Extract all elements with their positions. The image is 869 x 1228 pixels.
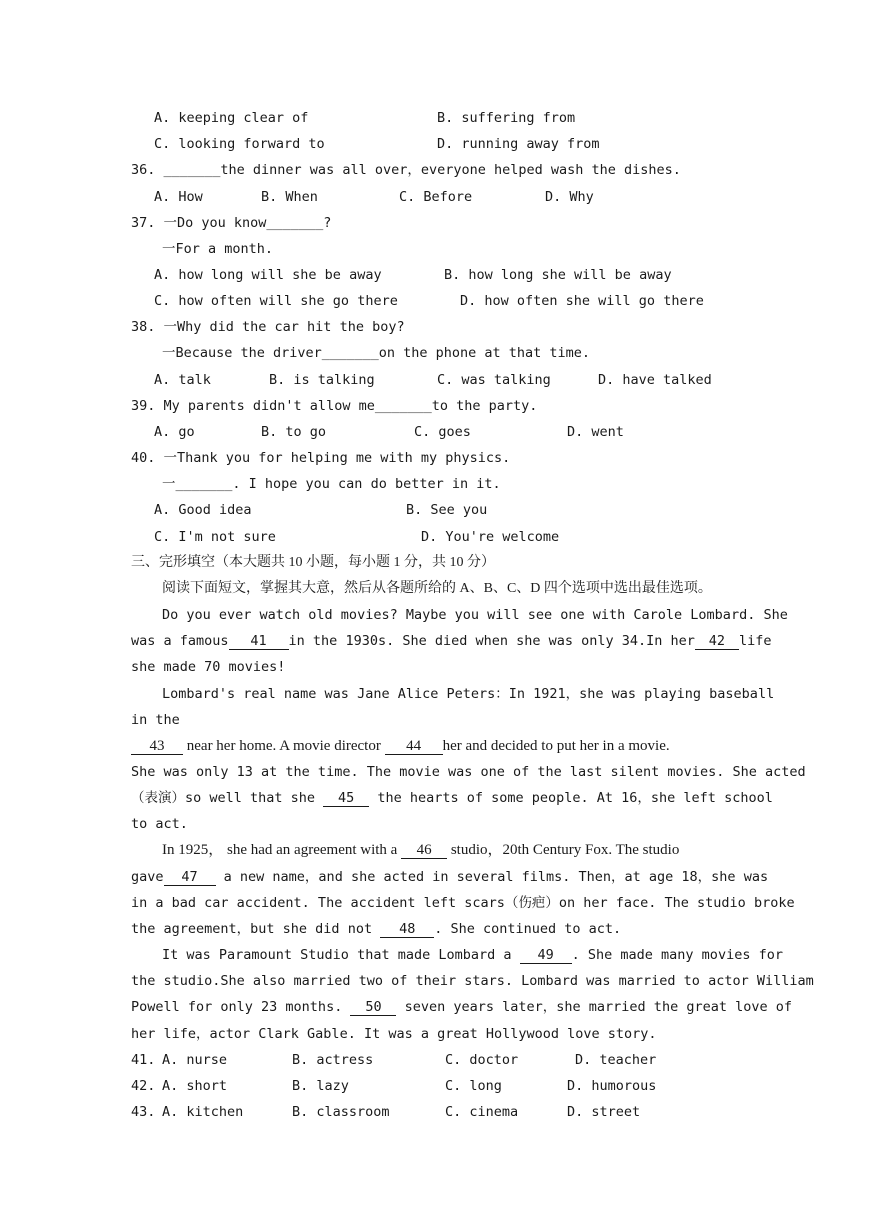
passage-line: to act.: [131, 816, 188, 832]
blank-48: 48: [380, 921, 434, 938]
q42-option-a: A. short: [162, 1078, 228, 1094]
q43-option-b: B. classroom: [292, 1104, 390, 1120]
q39-option-b: B. to go: [261, 424, 327, 440]
q40-option-a: A. Good idea: [154, 502, 252, 518]
section-heading: 三、完形填空（本大题共 10 小题，每小题 1 分，共 10 分）: [131, 555, 495, 570]
blank-42: 42: [695, 633, 739, 650]
q36-option-b: B. When: [261, 189, 318, 205]
q43-number: 43.: [131, 1104, 156, 1120]
passage-line: her life，actor Clark Gable. It was a great Hollywood love story.: [131, 1026, 657, 1042]
passage-line: in the: [131, 712, 180, 728]
blank-43: 43: [131, 738, 183, 755]
q37-option-c: C. how often will she go there: [154, 293, 398, 309]
passage-line: In 1925， she had an agreement with a 46 studio，20th Century Fox. The studio: [162, 842, 680, 858]
q40-question: 40. 一Thank you for helping me with my physics.: [131, 450, 511, 466]
q36-option-c: C. Before: [399, 189, 473, 205]
passage-line: the agreement，but she did not 48 . She continued to act.: [131, 921, 622, 937]
q38-option-d: D. have talked: [598, 372, 712, 388]
passage-line: （表演）so well that she 45 the hearts of some people. At 16，she left school: [131, 790, 773, 806]
q38-option-b: B. is talking: [269, 372, 375, 388]
q37-option-b: B. how long she will be away: [444, 267, 672, 283]
q43-option-c: C. cinema: [445, 1104, 519, 1120]
passage-line: She was only 13 at the time. The movie was one of the last silent movies. She acted: [131, 764, 806, 780]
q41-option-b: B. actress: [292, 1052, 374, 1068]
blank-45: 45: [323, 790, 369, 807]
q41-number: 41.: [131, 1052, 156, 1068]
q39-option-a: A. go: [154, 424, 195, 440]
q42-option-c: C. long: [445, 1078, 502, 1094]
q42-number: 42.: [131, 1078, 156, 1094]
blank-41: 41: [229, 633, 289, 650]
q43-option-a: A. kitchen: [162, 1104, 244, 1120]
q40-option-d: D. You're welcome: [421, 529, 560, 545]
passage-line: It was Paramount Studio that made Lombard a 49 . She made many movies for: [162, 947, 783, 963]
section-instruction: 阅读下面短文，掌握其大意，然后从各题所给的 A、B、C、D 四个选项中选出最佳选项。: [162, 581, 712, 596]
q39-stem: 39. My parents didn't allow me_______to the party.: [131, 398, 538, 414]
passage-line: she made 70 movies!: [131, 659, 286, 675]
q35-option-b: B. suffering from: [437, 110, 576, 126]
q38-answer: 一Because the driver_______on the phone at that time.: [162, 345, 591, 361]
q40-option-c: C. I'm not sure: [154, 529, 276, 545]
q38-option-c: C. was talking: [437, 372, 551, 388]
q36-stem: 36. _______the dinner was all over，everyone helped wash the dishes.: [131, 162, 681, 178]
q39-option-c: C. goes: [414, 424, 471, 440]
passage-line: the studio.She also married two of their stars. Lombard was married to actor William: [131, 973, 814, 989]
blank-47: 47: [164, 869, 216, 886]
q41-option-d: D. teacher: [575, 1052, 657, 1068]
q41-option-c: C. doctor: [445, 1052, 519, 1068]
q35-option-c: C. looking forward to: [154, 136, 325, 152]
q37-option-d: D. how often she will go there: [460, 293, 704, 309]
q40-answer: 一_______. I hope you can do better in it.: [162, 476, 501, 492]
q43-option-d: D. street: [567, 1104, 641, 1120]
blank-49: 49: [520, 947, 572, 964]
blank-46: 46: [401, 842, 447, 859]
q35-option-d: D. running away from: [437, 136, 600, 152]
passage-line: Lombard's real name was Jane Alice Peters：In 1921，she was playing baseball: [162, 686, 775, 702]
passage-line: 43 near her home. A movie director 44 her and decided to put her in a movie.: [131, 737, 670, 755]
passage-line: Do you ever watch old movies? Maybe you will see one with Carole Lombard. She: [162, 607, 788, 623]
passage-line: in a bad car accident. The accident left scars（伤疤）on her face. The studio broke: [131, 895, 795, 911]
q38-option-a: A. talk: [154, 372, 211, 388]
blank-44: 44: [385, 738, 443, 755]
q36-option-d: D. Why: [545, 189, 594, 205]
q41-option-a: A. nurse: [162, 1052, 228, 1068]
q37-option-a: A. how long will she be away: [154, 267, 382, 283]
q39-option-d: D. went: [567, 424, 624, 440]
q37-question: 37. 一Do you know_______?: [131, 215, 332, 231]
q38-question: 38. 一Why did the car hit the boy?: [131, 319, 405, 335]
q35-option-a: A. keeping clear of: [154, 110, 309, 126]
q40-option-b: B. See you: [406, 502, 488, 518]
blank-50: 50: [350, 999, 396, 1016]
q42-option-b: B. lazy: [292, 1078, 349, 1094]
passage-line: was a famous 41 in the 1930s. She died when she was only 34.In her 42 life: [131, 633, 772, 649]
q42-option-d: D. humorous: [567, 1078, 657, 1094]
q37-answer: 一For a month.: [162, 241, 274, 257]
passage-line: gave 47 a new name，and she acted in several films. Then，at age 18，she was: [131, 869, 769, 885]
passage-line: Powell for only 23 months. 50 seven years later，she married the great love of: [131, 999, 792, 1015]
q36-option-a: A. How: [154, 189, 203, 205]
